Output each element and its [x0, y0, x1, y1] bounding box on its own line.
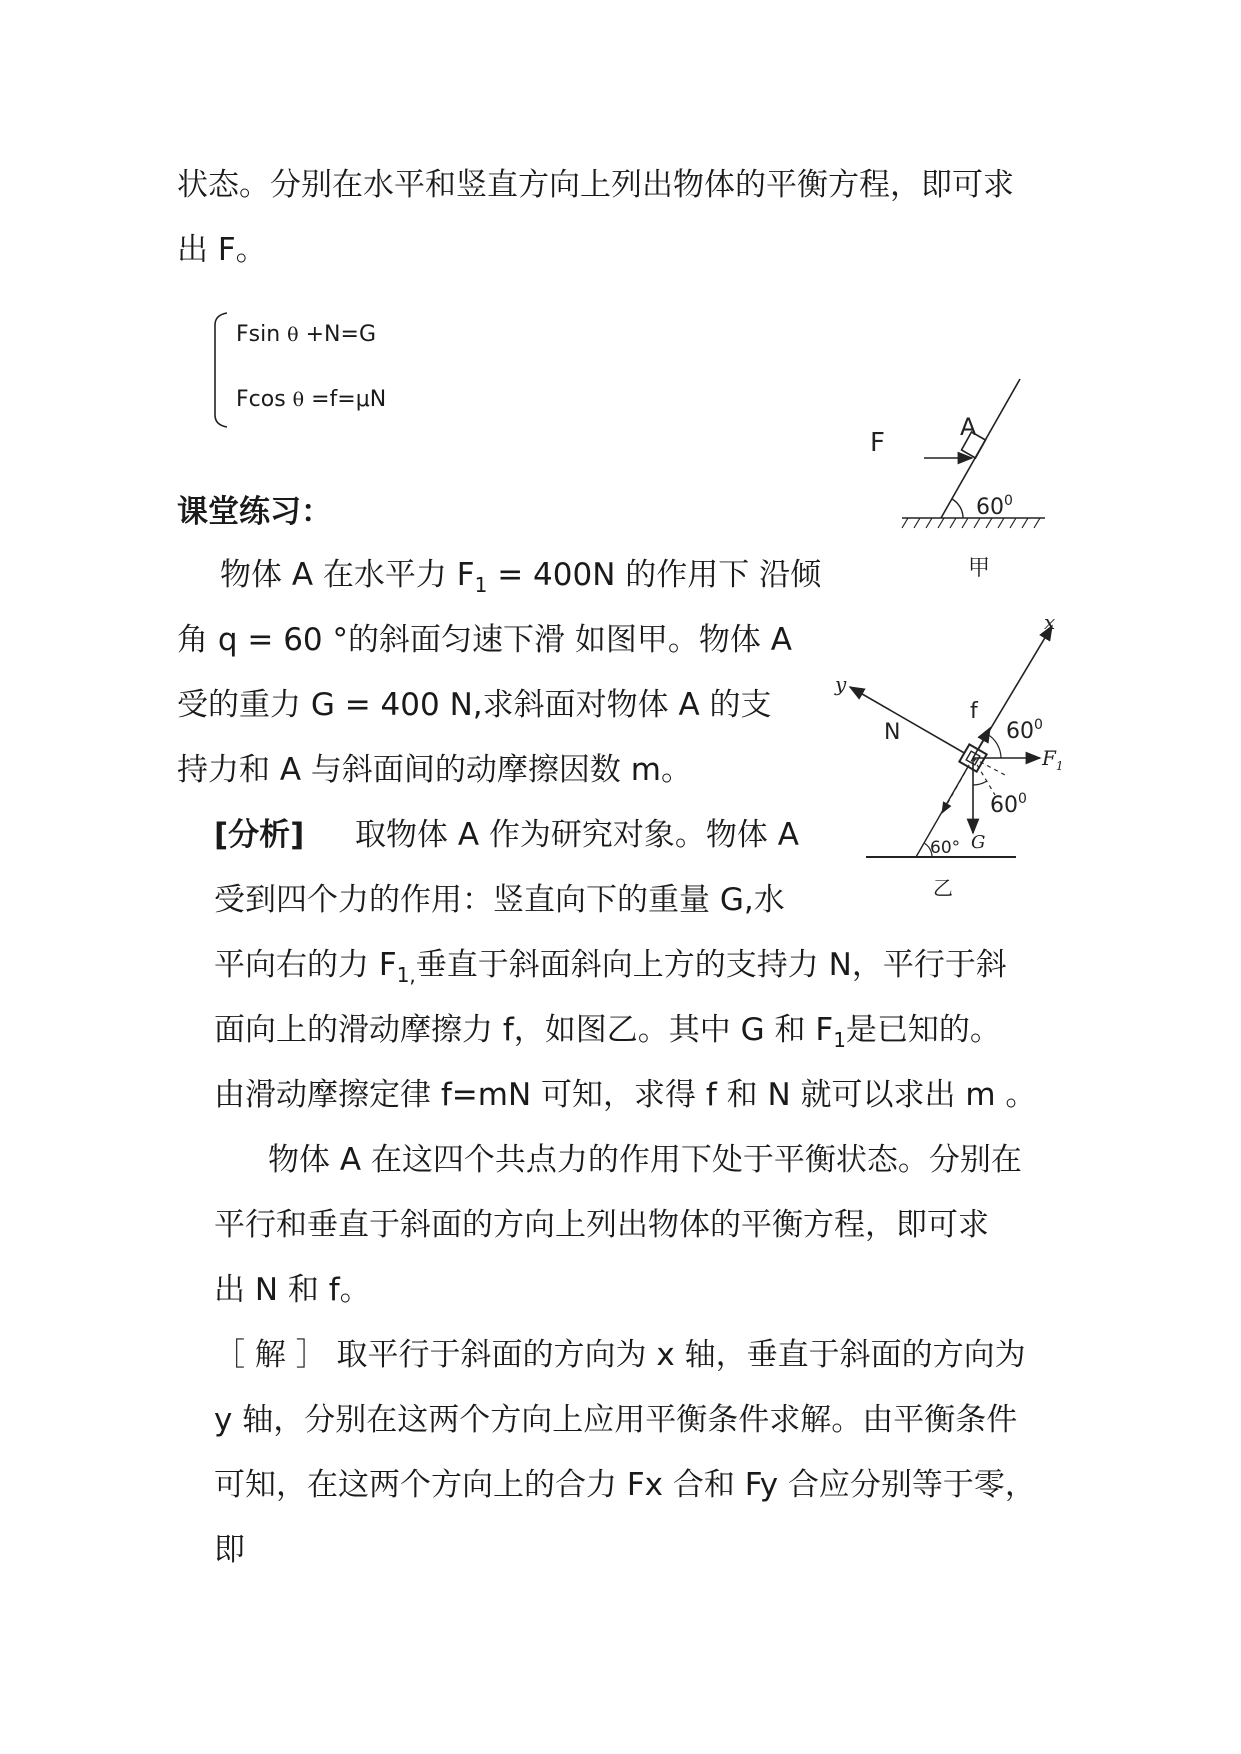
analysis-line	[214, 945, 1007, 988]
analysis-line	[214, 1010, 1001, 1053]
subscript: 1	[833, 1028, 846, 1052]
section-heading: 课堂练习：	[177, 494, 332, 530]
solution-line: y 轴，分别在这两个方向上应用平衡条件求解。由平衡条件	[214, 1402, 1018, 1438]
subscript: 1	[474, 573, 488, 597]
exercise-line: 持力和 A 与斜面间的动摩擦因数 m。	[177, 752, 692, 788]
equation-term: Fcos	[236, 387, 286, 412]
solution-line: 即	[214, 1532, 245, 1568]
text-run: 物体 A 在水平力 F	[220, 557, 475, 593]
applied-force-label	[1041, 746, 1064, 773]
angle-sup: 0	[1004, 493, 1013, 509]
angle-label	[1006, 717, 1043, 744]
y-axis-label: y	[835, 672, 847, 696]
equation-term: =f=μN	[311, 387, 387, 412]
angle-arc	[973, 781, 987, 785]
brace-icon	[207, 311, 237, 429]
force-label: F	[870, 428, 885, 458]
figure-caption: 乙	[933, 876, 953, 900]
analysis-line: 由滑动摩擦定律 f=mN 可知，求得 f 和 N 就可以求出 m 。	[214, 1077, 1037, 1113]
analysis-line: 出 N 和 f。	[214, 1272, 371, 1308]
text-run: 垂直于斜面斜向上方的支持力 N，平行于斜	[415, 947, 1007, 983]
force-symbol: F	[1042, 746, 1056, 770]
equation-term: Fsin	[236, 322, 281, 347]
angle-value: 60	[1006, 719, 1034, 744]
figure-yi	[830, 615, 1080, 905]
angle-sup: 0	[1018, 791, 1027, 807]
angle-label	[976, 493, 1013, 520]
normal-force-arrow	[850, 687, 973, 758]
analysis-line: 取物体 A 作为研究对象。物体 A	[355, 817, 799, 853]
angle-label	[990, 791, 1027, 818]
paragraph-line: 状态。分别在水平和竖直方向上列出物体的平衡方程，即可求	[177, 167, 1014, 203]
base-angle-label: 60°	[930, 838, 961, 858]
figure-jia	[860, 375, 1060, 585]
x-axis-label: x	[1044, 615, 1056, 634]
block-label: A	[960, 413, 977, 441]
analysis-line: 物体 A 在这四个共点力的作用下处于平衡状态。分别在	[268, 1142, 1022, 1178]
theta-symbol: θ	[287, 324, 299, 346]
text-run: 面向上的滑动摩擦力 f，如图乙。其中 G 和 F	[214, 1012, 834, 1048]
friction-label: f	[970, 699, 978, 724]
ground-hatch	[902, 518, 1040, 528]
subscript: 1,	[396, 963, 416, 987]
angle-arc	[987, 734, 1001, 758]
angle-arc	[952, 499, 963, 518]
gravity-label: G	[971, 832, 986, 853]
paragraph-line: 出 F。	[177, 232, 267, 268]
exercise-line	[220, 555, 821, 598]
exercise-line: 受的重力 G = 400 N,求斜面对物体 A 的支	[177, 687, 772, 723]
analysis-tag: [分析]	[214, 817, 305, 853]
angle-value: 60	[976, 495, 1004, 520]
angle-value: 60	[990, 793, 1018, 818]
text-run: = 400N 的作用下 沿倾	[487, 557, 822, 593]
text-run: 平向右的力 F	[214, 947, 397, 983]
solution-line: ［ 解 ］ 取平行于斜面的方向为 x 轴，垂直于斜面的方向为	[214, 1337, 1026, 1373]
exercise-line: 角 q = 60 °的斜面匀速下滑 如图甲。物体 A	[177, 622, 792, 658]
equation-term: +N=G	[305, 322, 376, 347]
equation-1	[236, 320, 376, 350]
figure-caption: 甲	[968, 556, 991, 581]
analysis-line: 受到四个力的作用：竖直向下的重量 G,水	[214, 882, 785, 918]
force-sub: 1	[1055, 759, 1064, 773]
equation-2	[236, 385, 386, 415]
angle-sup: 0	[1034, 717, 1043, 733]
solution-line: 可知，在这两个方向上的合力 Fx 合和 Fy 合应分别等于零，	[214, 1467, 1036, 1503]
analysis-line: 平行和垂直于斜面的方向上列出物体的平衡方程，即可求	[214, 1207, 989, 1243]
theta-symbol: θ	[292, 389, 305, 411]
text-run: 是已知的。	[845, 1012, 1001, 1048]
normal-force-label: N	[884, 720, 901, 745]
